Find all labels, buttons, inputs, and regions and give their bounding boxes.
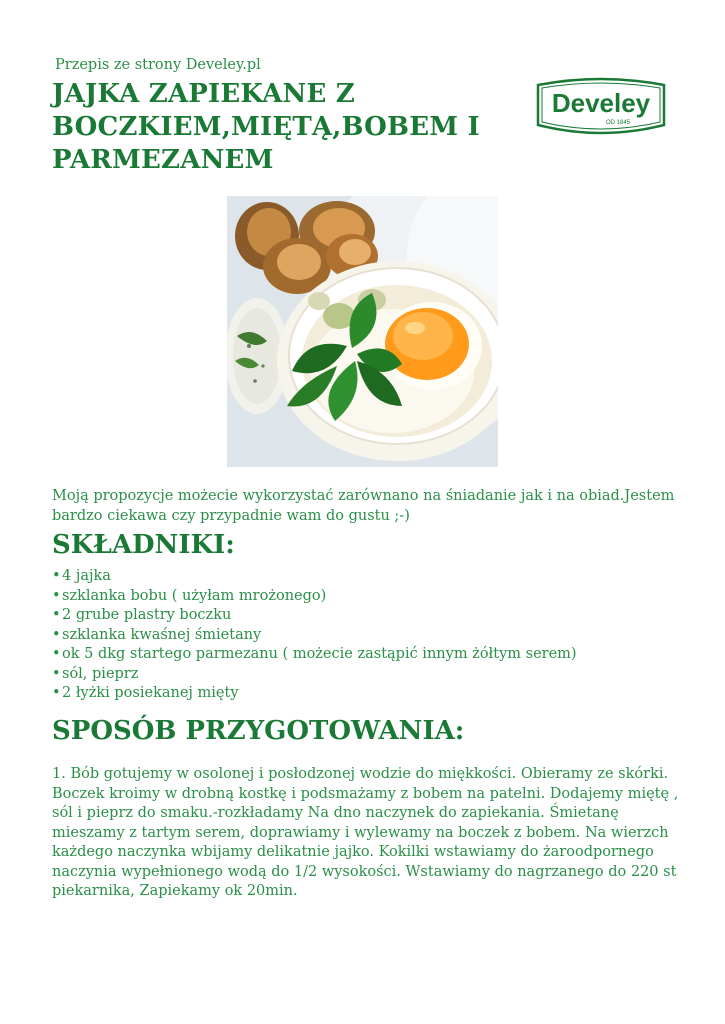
preparation-heading: SPOSÓB PRZYGOTOWANIA:	[52, 716, 465, 746]
ingredient-item: • szklanka bobu ( użyłam mrożonego)	[52, 587, 577, 607]
dish-photo	[227, 196, 498, 467]
ingredients-heading: SKŁADNIKI:	[52, 530, 235, 560]
ingredient-item: • ok 5 dkg startego parmezanu ( możecie zastąpić innym żółtym serem)	[52, 645, 577, 665]
ingredient-item: • 4 jajka	[52, 567, 577, 587]
ingredient-item: • szklanka kwaśnej śmietany	[52, 626, 577, 646]
logo-brand: Develey	[551, 88, 651, 118]
recipe-intro: Moją propozycje możecie wykorzystać zarównano na śniadanie jak i na obiad.Jestem bardzo ciekawa czy przypadnie wam do gustu ;-)	[52, 488, 675, 524]
develey-logo	[532, 75, 670, 139]
recipe-source: Przepis ze strony Develey.pl	[55, 57, 261, 73]
ingredients-list	[52, 567, 577, 704]
logo-since: OD 1845	[605, 120, 631, 126]
ingredient-item: • 2 łyżki posiekanej mięty	[52, 684, 577, 704]
recipe-title: JAJKA ZAPIEKANE Z BOCZKIEM,MIĘTĄ,BOBEM I PARMEZANEM	[52, 79, 480, 175]
ingredient-item: • sól, pieprz	[52, 665, 577, 685]
preparation-text: 1. Bób gotujemy w osolonej i posłodzonej wodzie do miękkości. Obieramy ze skórki. Boczek kroimy w drobną kostkę i podsmażamy z bobem na patelni. Dodajemy miętę , sól i pieprz do smaku.-rozkładamy Na dno naczynek do zapiekania. Śmietanę mieszamy z tartym serem, doprawiamy i wylewamy na boczek z bobem. Na wierzch każdego naczynka wbijamy delikatnie jajko. Kokilki wstawiamy do żaroodpornego naczynia wypełnionego wodą do 1/2 wysokości. Wstawiamy do nagrzanego do 220 st piekarnika, Zapiekamy ok 20min.	[52, 766, 679, 899]
ingredient-item: • 2 grube plastry boczku	[52, 606, 577, 626]
